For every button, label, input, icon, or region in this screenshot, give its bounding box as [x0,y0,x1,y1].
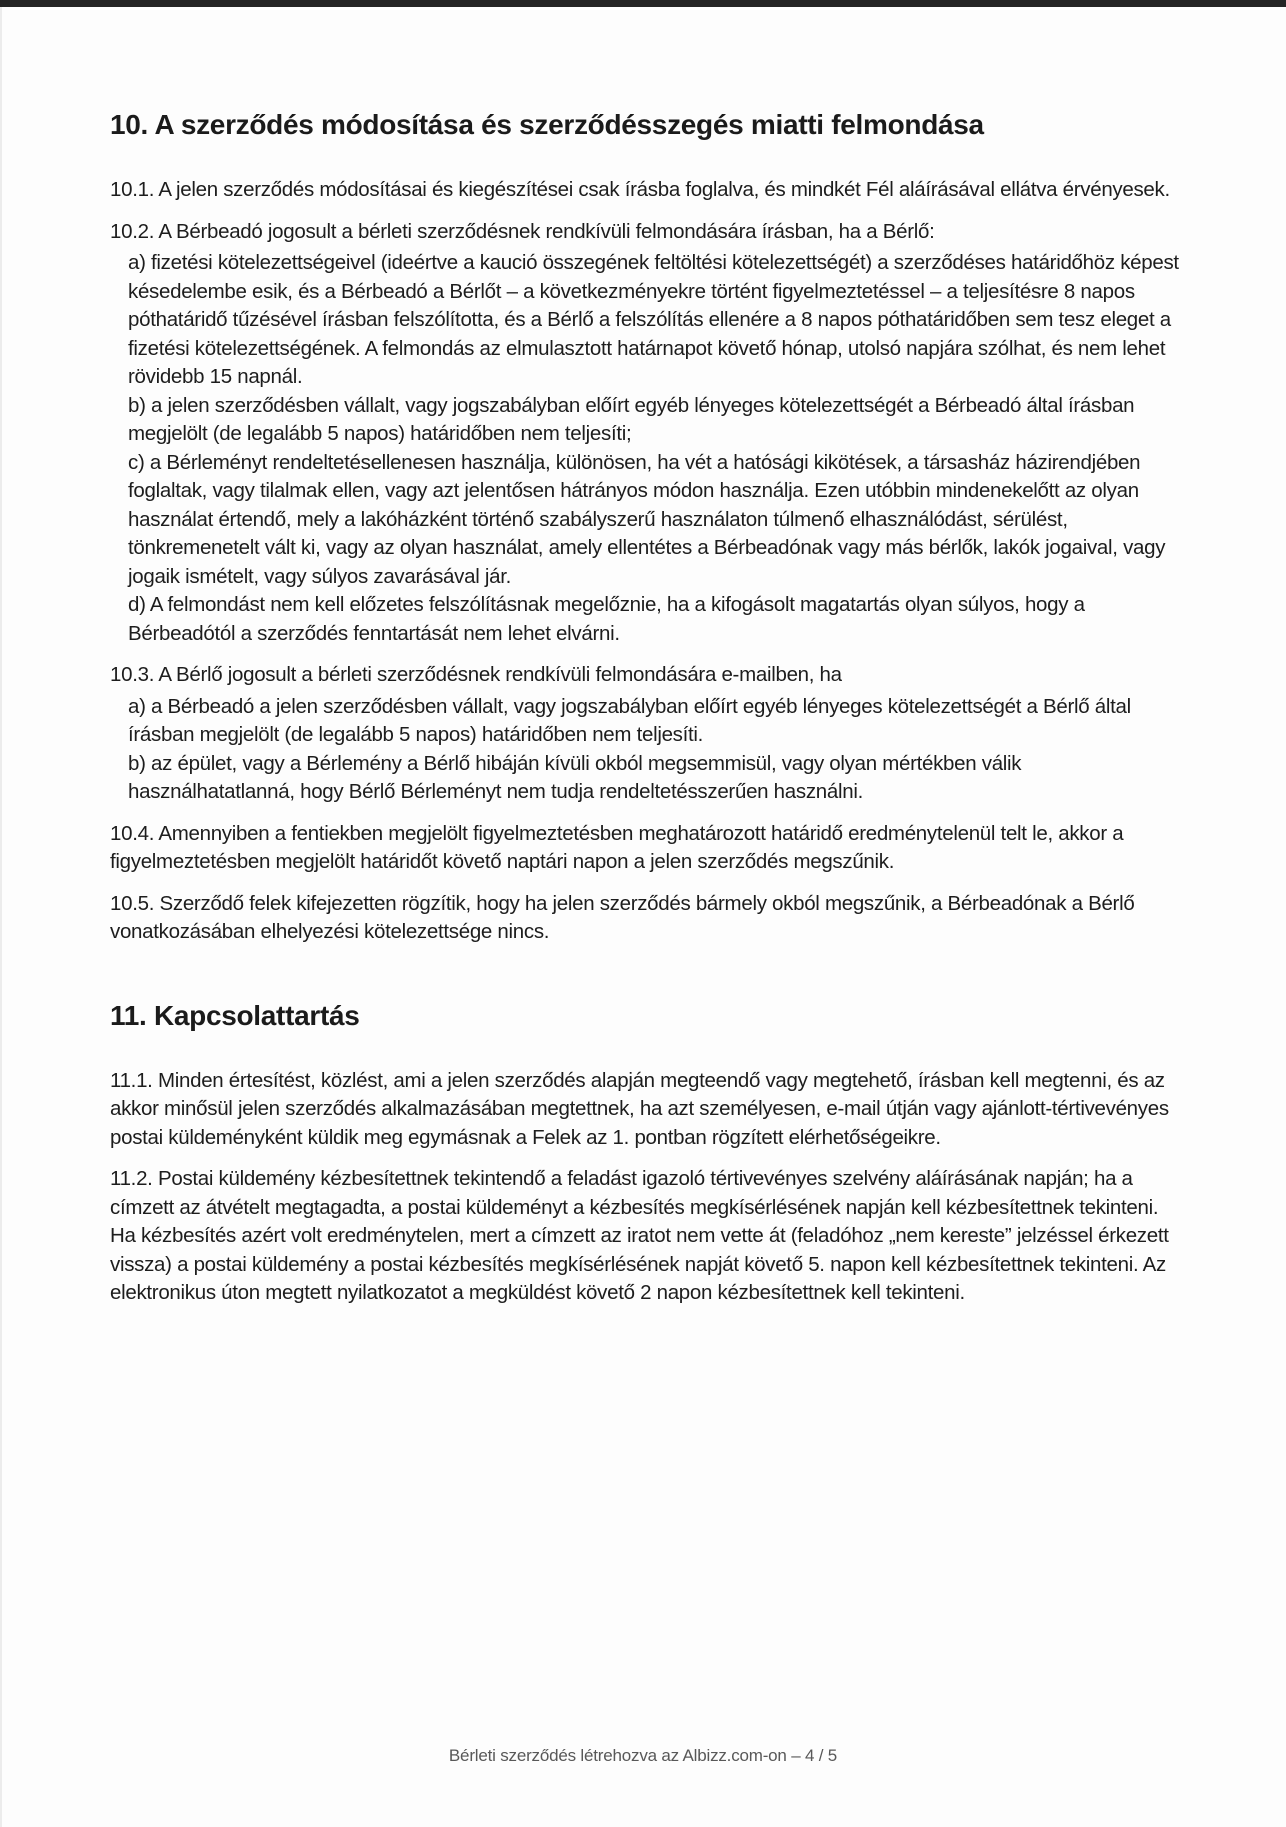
footer-text: Bérleti szerződés létrehozva az Albizz.com-on – 4 / 5 [448,1746,838,1765]
sub-paragraph: b) az épület, vagy a Bérlemény a Bérlő hibáján kívüli okból megsemmisül, vagy olyan mértékben válik használhatatlanná, hogy Bérlő Bérleményt nem tudja rendeltetésszerűen használni. [128,751,1022,803]
page-footer [0,1746,1286,1766]
paragraph: 10.3. A Bérlő jogosult a bérleti szerződésnek rendkívüli felmondására e-mailben, ha [110,663,842,686]
section-heading: 11. Kapcsolattartás [110,999,360,1031]
window-top-edge [0,0,1286,7]
section-heading: 10. A szerződés módosítása és szerződésszegés miatti felmondása [110,109,984,140]
paragraph: 10.2. A Bérbeadó jogosult a bérleti szerződésnek rendkívüli felmondására írásban, ha a Bérlő: [110,219,935,243]
sub-paragraph: a) fizetési kötelezettségeivel (ideértve a kaució összegének feltöltési kötelezettségét) a szerződéses határidőhöz képest késedelembe esik, és a Bérbeadó a Bérlőt – a következményekre történt figyelmeztetéssel – a teljesítésre 8 napos póthatáridő tűzésével írásban felszólította, és a Bérlő a felszólítás ellenére a 8 napos póthatáridőben sem tesz eleget a fizetési kötelezettségének. A felmondás az elmulasztott határnapot követő hónap, utolsó napjára szólhat, és nem lehet rövidebb 15 napnál. [128,251,1179,388]
sub-paragraph: b) a jelen szerződésben vállalt, vagy jogszabályban előírt egyéb lényeges kötelezettségét a Bérbeadó által írásban megjelölt (de legalább 5 napos) határidőben nem teljesíti; [128,393,1135,445]
document-page [0,7,1286,1820]
paragraph: 11.1. Minden értesítést, közlést, ami a jelen szerződés alapján megteendő vagy megtehető, írásban kell megtenni, és az akkor minősül jelen szerződés alkalmazásában megtettnek, ha azt személyesen, e-mail útján vagy ajánlott-tértivevényes postai küldeményként küldik meg egymásnak a Felek az 1. pontban rögzített elérhetőségeikre. [110,1068,1169,1149]
paragraph: 10.1. A jelen szerződés módosításai és kiegészítései csak írásba foglalva, és mindkét Fél aláírásával ellátva érvényesek. [110,178,1170,201]
sub-paragraph: c) a Bérleményt rendeltetésellenesen használja, különösen, ha vét a hatósági kikötések, a társasház házirendjében foglaltak, vagy tilalmak ellen, vagy azt jelentősen hátrányos módon használja. Ezen utóbbin mindenekelőtt az olyan használat értendő, mely a lakóházként történő szabályszerű használaton túlmenő elhasználódást, sérülést, tönkremenetelt vált ki, vagy az olyan használat, amely ellentétes a Bérbeadónak vagy más bérlők, lakók jogaival, vagy jogaik ismételt, vagy súlyos zavarásával jár. [128,450,1166,588]
paragraph: 11.2. Postai küldemény kézbesítettnek tekintendő a feladást igazoló tértivevényes szelvény aláírásának napján; ha a címzett az átvételt megtagadta, a postai küldeményt a kézbesítés megkísérlésének napján kell kézbesítettnek tekinteni. Ha kézbesítés azért volt eredménytelen, mert a címzett az iratot nem vette át (feladóhoz „nem kereste” jelzéssel érkezett vissza) a postai küldemény a postai kézbesítés megkísérlésének napját követő 5. napon kell kézbesítettnek tekinteni. Az elektronikus úton megtett nyilatkozatot a megküldést követő 2 napon kézbesítettnek kell tekinteni. [110,1167,1169,1304]
contract-text-section [110,108,1180,1308]
paragraph: 10.4. Amennyiben a fentiekben megjelölt figyelmeztetésben meghatározott határidő eredménytelenül telt le, akkor a figyelmeztetésben megjelölt határidőt követő naptári napon a jelen szerződés megszűnik. [110,821,1124,873]
sub-paragraph: d) A felmondást nem kell előzetes felszólításnak megelőznie, ha a kifogásolt magatartás olyan súlyos, hogy a Bérbeadótól a szerződés fenntartását nem lehet elvárni. [128,593,1085,645]
paragraph: 10.5. Szerződő felek kifejezetten rögzítik, hogy ha jelen szerződés bármely okból megszűnik, a Bérbeadónak a Bérlő vonatkozásában elhelyezési kötelezettsége nincs. [110,891,1135,943]
sub-paragraph: a) a Bérbeadó a jelen szerződésben vállalt, vagy jogszabályban előírt egyéb lényeges kötelezettségét a Bérlő által írásban megjelölt (de legalább 5 napos) határidőben nem teljesíti. [128,694,1131,746]
